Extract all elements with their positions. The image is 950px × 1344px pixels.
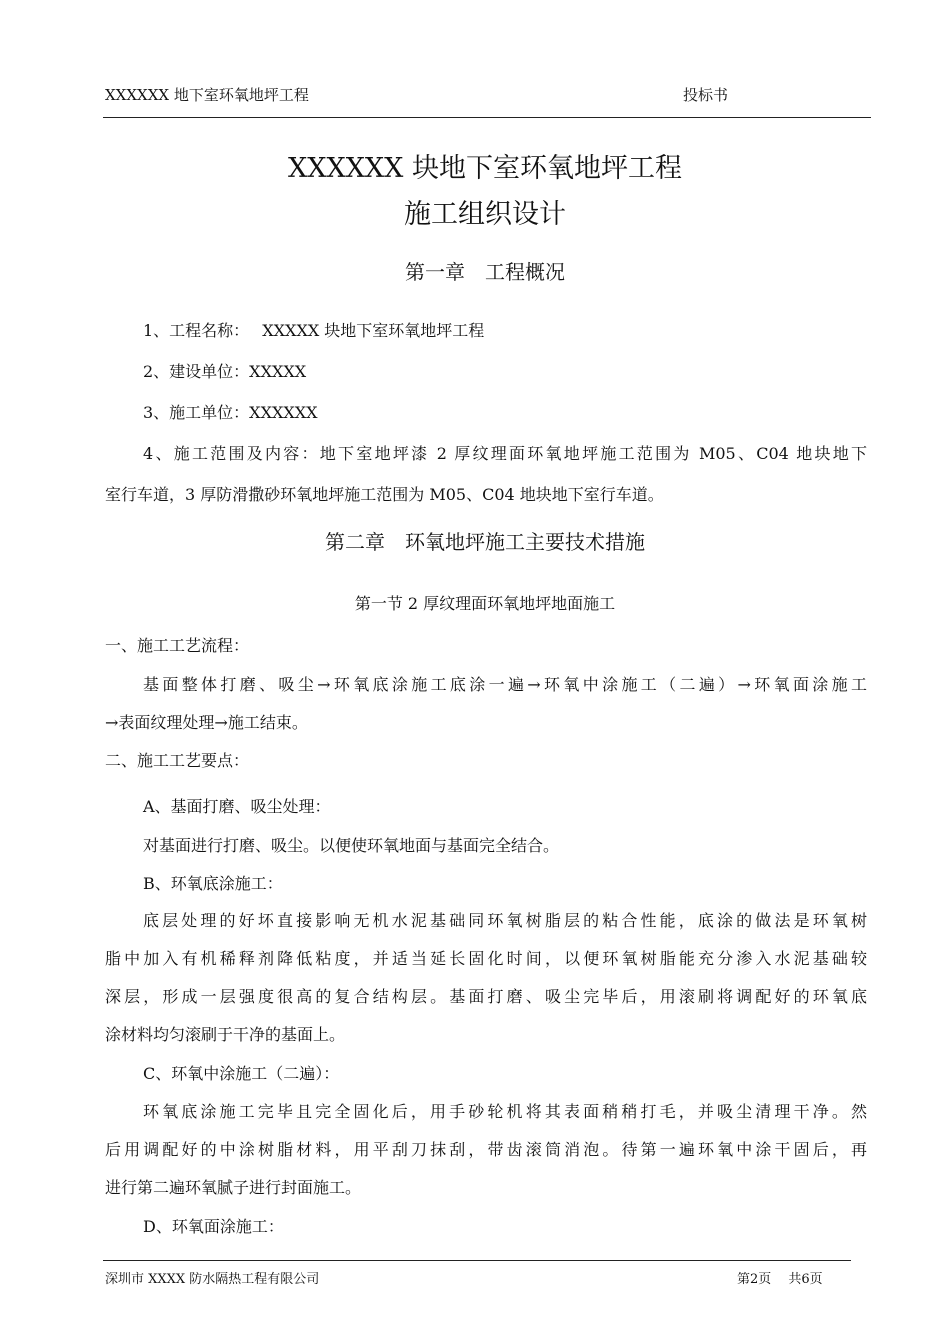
footer-company: 深圳市 XXXX 防水隔热工程有限公司 [105,1272,320,1287]
points-heading: 二、施工工艺要点： [105,751,250,770]
header-project-name: XXXXXX 地下室环氧地坪工程 [105,86,309,104]
scope-item-line: 室行车道，3 厚防滑撒砂环氧地坪施工范围为 M05、C04 地块地下室行车道。 [105,485,664,504]
client-item: 2、建设单位：XXXXX [143,362,307,381]
header-doc-type: 投标书 [683,86,729,104]
step-c-line: 后用调配好的中涂树脂材料，用平刮刀抹刮，带齿滚筒消泡。待第一遍环氧中涂干固后，再 [105,1140,867,1159]
scope-item-line: 4、施工范围及内容：地下室地坪漆 2 厚纹理面环氧地坪施工范围为 M05、C04 地块地下 [143,444,867,463]
process-line: →表面纹理处理→施工结束。 [105,713,308,732]
step-b-line: 涂材料均匀滚刷于干净的基面上。 [105,1025,346,1044]
document-title: XXXXXX 块地下室环氧地坪工程 [288,153,682,184]
chapter1-heading: 第一章 工程概况 [405,260,565,284]
footer-rule [103,1260,851,1261]
step-b-line: 底层处理的好坏直接影响无机水泥基础同环氧树脂层的粘合性能，底涂的做法是环氧树 [143,911,867,930]
chapter2-heading: 第二章 环氧地坪施工主要技术措施 [325,530,645,554]
step-c-line: 进行第二遍环氧腻子进行封面施工。 [105,1178,362,1197]
project-name-item: 1、工程名称： XXXXX 块地下室环氧地坪工程 [143,321,485,340]
process-heading: 一、施工工艺流程： [105,636,250,655]
document-subtitle: 施工组织设计 [404,199,566,230]
footer-page-number: 第2页 共6页 [737,1272,823,1287]
contractor-item: 3、施工单位：XXXXXX [143,403,318,422]
section1-heading: 第一节 2 厚纹理面环氧地坪地面施工 [354,594,616,613]
step-c-heading: C、环氧中涂施工（二遍）： [143,1064,340,1083]
process-line: 基面整体打磨、吸尘→环氧底涂施工底涂一遍→环氧中涂施工（二遍）→环氧面涂施工 [143,675,867,694]
step-a-heading: A、基面打磨、吸尘处理： [143,797,331,816]
step-b-line: 深层，形成一层强度很高的复合结构层。基面打磨、吸尘完毕后，用滚刷将调配好的环氧底 [105,987,867,1006]
step-a-text: 对基面进行打磨、吸尘。以便使环氧地面与基面完全结合。 [143,836,560,855]
step-d-heading: D、环氧面涂施工： [143,1217,284,1236]
step-c-line: 环氧底涂施工完毕且完全固化后，用手砂轮机将其表面稍稍打毛，并吸尘清理干净。然 [143,1102,867,1121]
step-b-line: 脂中加入有机稀释剂降低粘度，并适当延长固化时间，以便环氧树脂能充分渗入水泥基础较 [105,949,867,968]
header-rule [103,117,871,118]
step-b-heading: B、环氧底涂施工： [143,874,283,893]
